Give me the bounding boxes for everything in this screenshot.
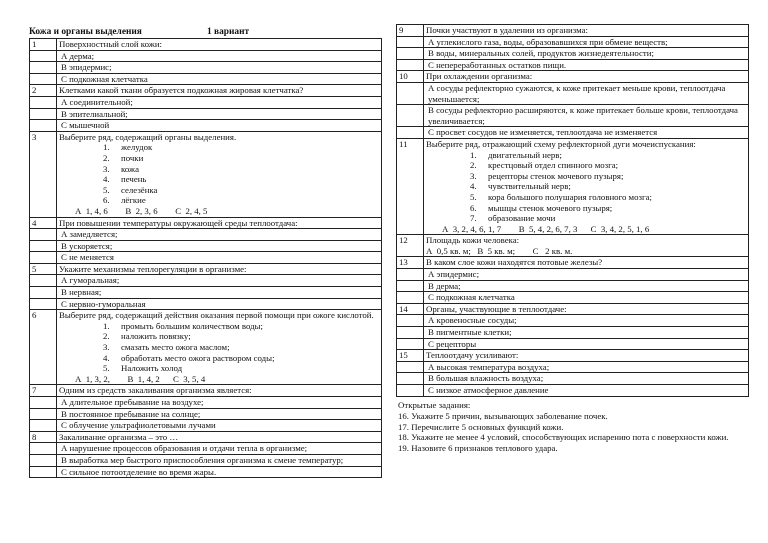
answer-option: С нервно-гуморальная [61, 298, 146, 309]
option-spacer [397, 292, 424, 304]
list-item [103, 174, 379, 185]
answer-option: В выработка мер быстрого приспособления организма к смене температур; [61, 454, 344, 465]
open-task-item: 16. Укажите 5 причин, вызывающих заболевание почек. [398, 411, 608, 422]
test-title: Кожа и органы выделения [29, 27, 142, 37]
list-item-text: кора большого полушария головного мозга; [488, 191, 652, 202]
question-number: 15 [397, 350, 424, 362]
list-item-number: 6. [103, 195, 110, 206]
option-spacer [30, 287, 57, 299]
answer-option: А длительное пребывание на воздухе; [61, 397, 204, 407]
option-cell [57, 108, 382, 120]
list-item [470, 203, 746, 214]
option-cell [424, 292, 749, 304]
answer-list [59, 142, 379, 206]
answer-choices: А 0,5 кв. м; В 5 кв. м; С 2 кв. м. [426, 245, 573, 256]
answer-option: В ускоряется; [61, 240, 113, 251]
option-row [397, 82, 749, 104]
answer-option: С сильное потоотделение во время жары. [61, 466, 217, 477]
option-cell [57, 252, 382, 264]
option-row [30, 443, 382, 455]
option-spacer [397, 127, 424, 139]
option-row [30, 408, 382, 420]
question-text: При охлаждении организма: [426, 71, 533, 82]
option-row [30, 454, 382, 466]
option-spacer [30, 397, 57, 409]
option-spacer [397, 385, 424, 397]
question-text: Выберите ряд, содержащий органы выделения. [59, 131, 237, 142]
list-item-text: промыть большим количеством воды; [121, 320, 263, 331]
answer-choices: А 1, 3, 2, В 1, 4, 2 С 3, 5, 4 [75, 373, 206, 384]
question-cell [57, 310, 382, 385]
option-row [397, 327, 749, 339]
question-cell [57, 431, 382, 443]
list-item [470, 192, 746, 203]
left-column [29, 38, 382, 478]
question-number: 8 [30, 431, 57, 443]
option-cell [57, 50, 382, 62]
option-cell [57, 454, 382, 466]
answer-option: В сосуды рефлекторно расширяются, к коже притекает больше крови, теплоотдача увеличивается; [428, 105, 738, 126]
option-cell [424, 36, 749, 48]
option-spacer [30, 443, 57, 455]
option-spacer [397, 82, 424, 104]
option-row [30, 420, 382, 432]
answer-option: С просвет сосудов не изменяется, теплоотдача не изменяется [428, 127, 658, 138]
question-row [30, 131, 382, 217]
question-row [30, 217, 382, 229]
option-cell [424, 127, 749, 139]
option-spacer [30, 454, 57, 466]
option-spacer [30, 240, 57, 252]
option-spacer [30, 466, 57, 478]
option-cell [57, 397, 382, 409]
option-row [397, 127, 749, 139]
question-cell [424, 235, 749, 257]
question-row [397, 350, 749, 362]
answer-choices: А 3, 2, 4, 6, 1, 7 В 5, 4, 2, 6, 7, 3 С 3, 4, 2, 5, 1, 6 [442, 223, 650, 234]
list-item-text: рецепторы стенок мочевого пузыря; [488, 170, 624, 181]
option-cell [57, 73, 382, 85]
option-row [397, 48, 749, 60]
list-item [103, 342, 379, 353]
question-number: 11 [397, 138, 424, 234]
option-spacer [397, 373, 424, 385]
option-row [397, 292, 749, 304]
question-row [397, 25, 749, 37]
answer-option: В большая влажность воздуха; [428, 373, 544, 384]
question-number: 6 [30, 310, 57, 385]
list-item-text: печень [121, 174, 147, 185]
question-row [397, 235, 749, 257]
option-cell [424, 327, 749, 339]
option-row [30, 240, 382, 252]
answer-option: С облучение ультрафиолетовыми лучами [61, 420, 216, 431]
option-spacer [397, 269, 424, 281]
question-cell [57, 385, 382, 397]
answer-option: А эпидермис; [428, 269, 480, 280]
question-text: Выберите ряд, отражающий схему рефлекторной дуги мочеиспускания: [426, 138, 696, 149]
variant-label: 1 вариант [207, 27, 250, 37]
list-item [103, 353, 379, 364]
option-cell [424, 280, 749, 292]
option-spacer [30, 50, 57, 62]
option-row [397, 59, 749, 71]
question-cell [57, 131, 382, 217]
list-item-number: 3. [103, 163, 110, 174]
list-item-text: смазать место ожога маслом; [121, 342, 230, 353]
list-item-number: 2. [103, 152, 110, 163]
option-row [397, 36, 749, 48]
option-row [30, 252, 382, 264]
open-tasks [396, 400, 749, 454]
question-text: Поверхностный слой кожи: [59, 39, 162, 49]
answer-option: С подкожная клетчатка [61, 73, 148, 84]
option-cell [57, 120, 382, 132]
question-row [30, 39, 382, 51]
open-task-item: 18. Укажите не менее 4 условий, способствующих испарению пота с поверхности кожи. [398, 432, 729, 443]
list-item [103, 185, 379, 196]
list-item [103, 331, 379, 342]
answer-option: С рецепторы [428, 338, 477, 349]
list-item [470, 181, 746, 192]
question-row [30, 85, 382, 97]
question-cell [57, 217, 382, 229]
option-row [30, 96, 382, 108]
list-item-text: крестцовый отдел спинного мозга; [488, 160, 619, 171]
question-number: 1 [30, 39, 57, 51]
option-cell [57, 62, 382, 74]
answer-option: В нервная; [61, 287, 102, 298]
question-number: 13 [397, 257, 424, 269]
option-spacer [397, 36, 424, 48]
option-spacer [30, 275, 57, 287]
answer-option: В постоянное пребывание на солнце; [61, 408, 201, 419]
left-question-table [29, 38, 382, 478]
option-cell [57, 408, 382, 420]
question-number: 7 [30, 385, 57, 397]
question-row [30, 431, 382, 443]
question-text: Площадь кожи человека: [426, 235, 520, 246]
answer-option: В эпителиальной; [61, 108, 128, 119]
question-row [397, 71, 749, 83]
question-number: 14 [397, 303, 424, 315]
list-item [470, 160, 746, 171]
list-item-number: 2. [470, 160, 477, 171]
list-item-number: 4. [103, 352, 110, 363]
answer-option: С подкожная клетчатка [428, 292, 515, 303]
answer-option: А углекислого газа, воды, образовавшихся при обмене веществ; [428, 36, 668, 47]
option-spacer [397, 315, 424, 327]
question-row [30, 263, 382, 275]
question-row [397, 257, 749, 269]
list-item [470, 213, 746, 224]
answer-option: А замедляется; [61, 229, 118, 240]
option-row [30, 229, 382, 241]
list-item [470, 171, 746, 182]
question-row [397, 138, 749, 234]
option-cell [57, 229, 382, 241]
answer-choices: А 1, 4, 6 В 2, 3, 6 С 2, 4, 5 [75, 205, 208, 216]
list-item-number: 4. [103, 174, 110, 185]
list-item-number: 1. [103, 320, 110, 331]
list-item-text: наложить повязку; [121, 331, 191, 342]
question-text: Клетками какой ткани образуется подкожная жировая клетчатка? [59, 85, 304, 96]
question-cell [424, 71, 749, 83]
answer-option: С низкое атмосферное давление [428, 385, 549, 395]
question-number: 2 [30, 85, 57, 97]
question-cell [424, 25, 749, 37]
option-row [397, 338, 749, 350]
option-row [397, 269, 749, 281]
option-row [30, 287, 382, 299]
answer-option: В пигментные клетки; [428, 327, 512, 338]
question-number: 4 [30, 217, 57, 229]
list-item [103, 164, 379, 175]
list-item-text: чувствительный нерв; [488, 181, 571, 192]
list-item-number: 6. [470, 202, 477, 213]
list-item [103, 363, 379, 374]
list-item [103, 195, 379, 206]
question-number: 10 [397, 71, 424, 83]
answer-option: В дерма; [428, 280, 461, 291]
option-spacer [397, 327, 424, 339]
option-cell [424, 373, 749, 385]
question-number: 9 [397, 25, 424, 37]
option-cell [57, 443, 382, 455]
option-row [397, 280, 749, 292]
answer-option: С мышечной [61, 120, 110, 131]
list-item [470, 150, 746, 161]
list-item-text: желудок [121, 142, 153, 153]
option-cell [57, 275, 382, 287]
answer-option: С не меняется [61, 252, 114, 263]
option-spacer [30, 96, 57, 108]
option-row [397, 385, 749, 397]
question-row [397, 303, 749, 315]
option-spacer [397, 361, 424, 373]
option-cell [57, 240, 382, 252]
question-text: Органы, участвующие в теплоотдаче: [426, 303, 567, 314]
option-cell [424, 48, 749, 60]
question-cell [424, 257, 749, 269]
option-cell [424, 59, 749, 71]
list-item-text: почки [121, 152, 144, 163]
option-spacer [30, 252, 57, 264]
list-item-number: 5. [103, 184, 110, 195]
option-row [397, 315, 749, 327]
option-cell [424, 361, 749, 373]
answer-option: А гуморальная; [61, 275, 120, 286]
answer-option: А соединительной; [61, 96, 133, 107]
option-spacer [30, 420, 57, 432]
list-item-number: 7. [470, 213, 477, 224]
answer-option: С непереработанных остатков пищи. [428, 59, 567, 70]
list-item-text: двигательный нерв; [488, 149, 562, 160]
list-item-text: обработать место ожога раствором соды; [121, 352, 275, 363]
list-item [103, 153, 379, 164]
option-row [30, 73, 382, 85]
answer-option: А высокая температура воздуха; [428, 361, 550, 372]
list-item-text: мышцы стенок мочевого пузыря; [488, 202, 613, 213]
option-cell [424, 82, 749, 104]
list-item [103, 142, 379, 153]
list-item-text: лёгкие [121, 195, 146, 206]
question-cell [424, 138, 749, 234]
list-item [103, 321, 379, 332]
question-text: В каком слое кожи находятся потовые железы? [426, 257, 603, 268]
question-text: Теплоотдачу усиливают: [426, 350, 519, 361]
question-row [30, 385, 382, 397]
open-tasks-title: Открытые задания: [398, 399, 471, 410]
option-spacer [30, 298, 57, 310]
option-row [30, 397, 382, 409]
option-row [397, 361, 749, 373]
list-item-number: 5. [470, 191, 477, 202]
question-cell [57, 263, 382, 275]
option-cell [424, 315, 749, 327]
question-number: 5 [30, 263, 57, 275]
option-cell [57, 466, 382, 478]
answer-option: А дерма; [61, 50, 95, 61]
list-item-number: 5. [103, 363, 110, 374]
option-row [397, 105, 749, 127]
option-row [30, 50, 382, 62]
option-spacer [30, 73, 57, 85]
option-spacer [397, 48, 424, 60]
option-spacer [397, 338, 424, 350]
answer-list [59, 321, 379, 374]
right-column [396, 24, 749, 454]
question-text: Почки участвуют в удалении из организма: [426, 25, 588, 35]
list-item-number: 1. [103, 142, 110, 153]
question-cell [424, 350, 749, 362]
question-cell [424, 303, 749, 315]
list-item-text: образование мочи [488, 213, 556, 224]
option-cell [424, 338, 749, 350]
open-task-item: 19. Назовите 6 признаков теплового удара. [398, 442, 558, 453]
list-item-text: Наложить холод [121, 363, 183, 374]
option-spacer [30, 120, 57, 132]
answer-option: А кровеносные сосуды; [428, 315, 517, 326]
answer-option: А сосуды рефлекторно сужаются, к коже притекает меньше крови, теплоотдача уменьшается; [428, 82, 726, 104]
open-task-item: 17. Перечислите 5 основных функций кожи. [398, 421, 564, 432]
question-number: 12 [397, 235, 424, 257]
right-question-table [396, 24, 749, 397]
list-item-number: 1. [470, 149, 477, 160]
answer-list [426, 150, 746, 224]
option-cell [424, 385, 749, 397]
option-row [397, 373, 749, 385]
option-spacer [30, 408, 57, 420]
option-spacer [397, 105, 424, 127]
question-row [30, 310, 382, 385]
option-row [30, 120, 382, 132]
option-spacer [397, 59, 424, 71]
option-spacer [30, 62, 57, 74]
question-text: При повышении температуры окружающей среды теплоотдача: [59, 217, 298, 228]
question-text: Выберите ряд, содержащий действия оказания первой помощи при ожоге кислотой. [59, 310, 374, 321]
list-item-text: кожа [121, 163, 139, 174]
option-cell [57, 96, 382, 108]
question-text: Одним из средств закаливания организма является: [59, 385, 252, 396]
option-cell [57, 287, 382, 299]
option-row [30, 298, 382, 310]
question-number: 3 [30, 131, 57, 217]
list-item-number: 3. [470, 170, 477, 181]
option-spacer [30, 108, 57, 120]
option-row [30, 108, 382, 120]
list-item-number: 4. [470, 181, 477, 192]
question-cell [57, 39, 382, 51]
option-cell [424, 269, 749, 281]
option-row [30, 275, 382, 287]
answer-option: В воды, минеральных солей, продуктов жизнедеятельности; [428, 48, 654, 59]
option-cell [57, 420, 382, 432]
option-spacer [397, 280, 424, 292]
option-row [30, 62, 382, 74]
option-row [30, 466, 382, 478]
answer-option: А нарушение процессов образования и отдачи тепла в организме; [61, 443, 308, 454]
list-item-text: селезёнка [121, 184, 158, 195]
answer-option: В эпидермис; [61, 62, 112, 73]
option-cell [57, 298, 382, 310]
question-cell [57, 85, 382, 97]
option-spacer [30, 229, 57, 241]
question-text: Закаливание организма – это … [59, 431, 179, 442]
question-text: Укажите механизмы теплорегуляции в организме: [59, 263, 247, 274]
list-item-number: 3. [103, 342, 110, 353]
list-item-number: 2. [103, 331, 110, 342]
option-cell [424, 105, 749, 127]
